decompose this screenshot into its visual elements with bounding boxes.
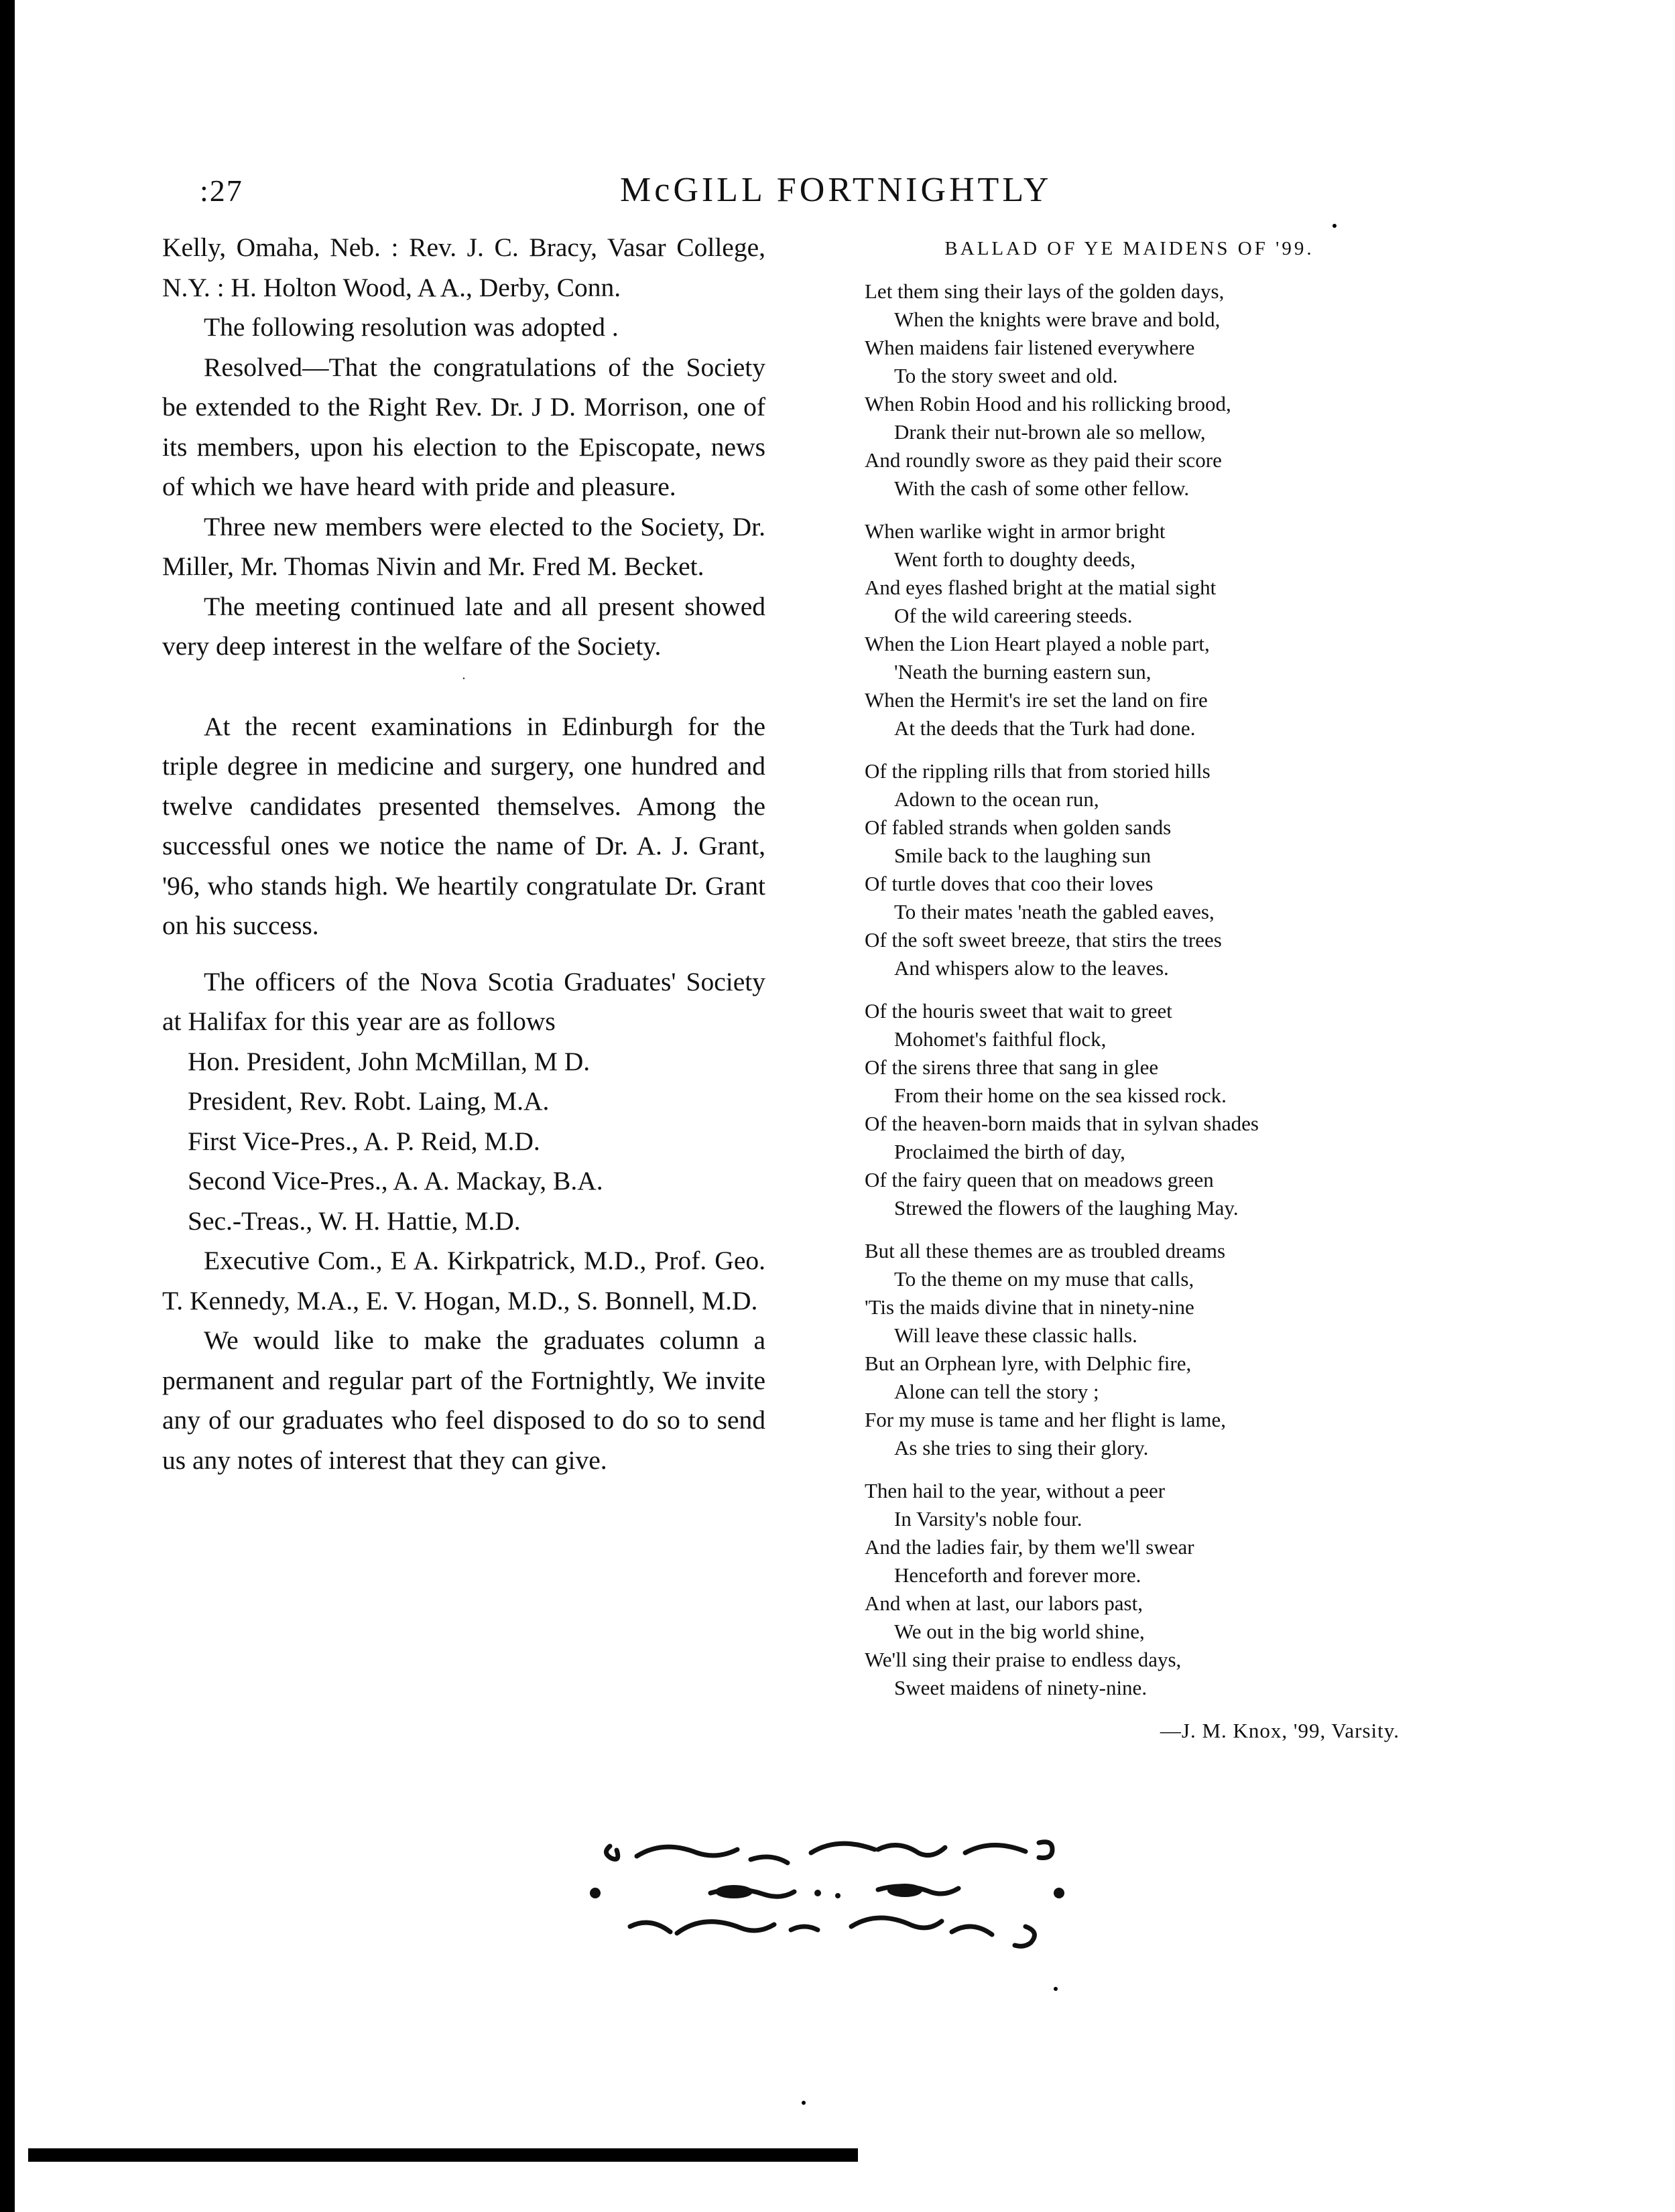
poem-line: Let them sing their lays of the golden days,	[865, 279, 1225, 303]
page-number: :27	[200, 174, 243, 208]
poem-line: Of turtle doves that coo their loves	[865, 872, 1154, 895]
print-speck	[1054, 1987, 1058, 1991]
poem-stanza	[865, 1237, 1394, 1462]
poem-line: Of the sirens three that sang in glee	[865, 1055, 1159, 1079]
right-column-poem	[865, 235, 1400, 1745]
poem-line: But an Orphean lyre, with Delphic fire,	[865, 1352, 1192, 1375]
poem-line: And eyes flashed bright at the matial sight	[865, 576, 1217, 599]
poem-line: Proclaimed the birth of day,	[894, 1140, 1125, 1163]
poem-line: When the Lion Heart played a noble part,	[865, 632, 1210, 655]
poem-line: Of the wild careering steeds.	[894, 604, 1133, 627]
left-scan-edge	[0, 0, 15, 2212]
poem-line: Mohomet's faithful flock,	[894, 1027, 1107, 1051]
paragraph-resolution: Resolved—That the congratulations of the Society be extended to the Right Rev. Dr. J D. Morrison, one of its members, upon his election to the Episcopate, news of which we have heard with pride and pleasure.	[162, 352, 765, 501]
paragraph-graduates-column: We would like to make the graduates column a permanent and regular part of the Fortnightly, We invite any of our graduates who feel disposed to do so to send us any notes of interest that they can give.	[162, 1325, 765, 1475]
decorative-ornament-icon	[590, 1826, 1086, 1953]
poem-line: Sweet maidens of ninety-nine.	[894, 1676, 1147, 1699]
poem-line: Henceforth and forever more.	[894, 1563, 1141, 1587]
poem-line: In Varsity's noble four.	[894, 1507, 1082, 1531]
poem-line: When the knights were brave and bold,	[894, 308, 1221, 331]
poem-line: Strewed the flowers of the laughing May.	[894, 1196, 1239, 1220]
poem-line: When Robin Hood and his rollicking brood,	[865, 392, 1231, 415]
poem-line: Of fabled strands when golden sands	[865, 816, 1172, 839]
officer-line: Sec.-Treas., W. H. Hattie, M.D.	[188, 1206, 521, 1236]
poem-line: 'Tis the maids divine that in ninety-nine	[865, 1295, 1194, 1319]
paragraph-members-list: Kelly, Omaha, Neb. : Rev. J. C. Bracy, Vasar College, N.Y. : H. Holton Wood, A A., Derby, Conn.	[162, 233, 765, 302]
officer-line: First Vice-Pres., A. P. Reid, M.D.	[188, 1126, 540, 1156]
poem-line: Will leave these classic halls.	[894, 1323, 1137, 1347]
poem-line: When the Hermit's ire set the land on fire	[865, 688, 1208, 712]
officer-line: Second Vice-Pres., A. A. Mackay, B.A.	[188, 1166, 603, 1195]
poem-line: When warlike wight in armor bright	[865, 519, 1166, 543]
poem-line: As she tries to sing their glory.	[894, 1436, 1149, 1459]
poem-line: And when at last, our labors past,	[865, 1591, 1143, 1615]
poem-stanza	[865, 1477, 1394, 1702]
poem-line: Of the heaven-born maids that in sylvan shades	[865, 1112, 1259, 1135]
poem-line: We out in the big world shine,	[894, 1620, 1145, 1643]
poem-line: At the deeds that the Turk had done.	[894, 716, 1196, 740]
poem-stanza	[865, 997, 1394, 1222]
paragraph-edinburgh-exams: At the recent examinations in Edinburgh for the triple degree in medicine and surgery, one hundred and twelve candidates presented themselves. Among the successful ones we notice the name of Dr. A. J. Grant, '96, who stands high. We heartily congratulate Dr. Grant on his success.	[162, 711, 765, 940]
poem-line: Of the soft sweet breeze, that stirs the trees	[865, 928, 1222, 952]
print-speck	[802, 2101, 806, 2105]
poem-line: Went forth to doughty deeds,	[894, 547, 1135, 571]
poem-stanza	[865, 277, 1394, 503]
poem-line: Of the fairy queen that on meadows green	[865, 1168, 1214, 1191]
poem-line: We'll sing their praise to endless days,	[865, 1648, 1182, 1671]
poem-line: Drank their nut-brown ale so mellow,	[894, 420, 1206, 444]
poem-line: Then hail to the year, without a peer	[865, 1479, 1166, 1502]
officer-line: President, Rev. Robt. Laing, M.A.	[188, 1086, 550, 1116]
poem-line: To their mates 'neath the gabled eaves,	[894, 900, 1215, 923]
poem-line: Smile back to the laughing sun	[894, 844, 1152, 867]
poem-line: Adown to the ocean run,	[894, 787, 1099, 811]
poem-line: Of the houris sweet that wait to greet	[865, 999, 1172, 1023]
poem-line: With the cash of some other fellow.	[894, 476, 1190, 500]
poem-stanzas	[865, 277, 1394, 1702]
paragraph-meeting: The meeting continued late and all present showed very deep interest in the welfare of the Society.	[162, 591, 765, 661]
poem-title: BALLAD OF YE MAIDENS OF '99.	[944, 238, 1314, 259]
poem-line: Of the rippling rills that from storied hills	[865, 759, 1211, 783]
bottom-scan-rule	[28, 2148, 858, 2162]
poem-line: To the theme on my muse that calls,	[894, 1267, 1194, 1291]
poem-attribution: —J. M. Knox, '99, Varsity.	[1160, 1719, 1400, 1742]
poem-line: Alone can tell the story ;	[894, 1380, 1099, 1403]
running-head-title: McGILL FORTNIGHTLY	[620, 171, 1052, 209]
poem-stanza	[865, 517, 1394, 742]
poem-line: And roundly swore as they paid their score	[865, 448, 1222, 472]
paragraph-resolution-intro: The following resolution was adopted .	[204, 312, 619, 342]
paragraph-officers-intro: The officers of the Nova Scotia Graduates' Society at Halifax for this year are as follows	[162, 966, 765, 1036]
poem-line: And whispers alow to the leaves.	[894, 956, 1169, 980]
paragraph-executive-committee: Executive Com., E A. Kirkpatrick, M.D., Prof. Geo. T. Kennedy, M.A., E. V. Hogan, M.D., S. Bonnell, M.D.	[162, 1246, 765, 1315]
poem-line: But all these themes are as troubled dreams	[865, 1239, 1226, 1262]
poem-line: When maidens fair listened everywhere	[865, 336, 1195, 359]
left-column	[162, 228, 765, 1480]
poem-stanza	[865, 757, 1394, 982]
poem-line: To the story sweet and old.	[894, 364, 1118, 387]
print-speck	[1332, 224, 1337, 228]
paragraph-new-members: Three new members were elected to the Society, Dr. Miller, Mr. Thomas Nivin and Mr. Fred M. Becket.	[162, 511, 765, 581]
poem-line: And the ladies fair, by them we'll swear	[865, 1535, 1194, 1559]
officer-line: Hon. President, John McMillan, M D.	[188, 1046, 591, 1076]
poem-line: From their home on the sea kissed rock.	[894, 1084, 1227, 1107]
section-break: ·	[461, 671, 467, 686]
poem-line: For my muse is tame and her flight is lame,	[865, 1408, 1226, 1431]
poem-line: 'Neath the burning eastern sun,	[894, 660, 1152, 684]
